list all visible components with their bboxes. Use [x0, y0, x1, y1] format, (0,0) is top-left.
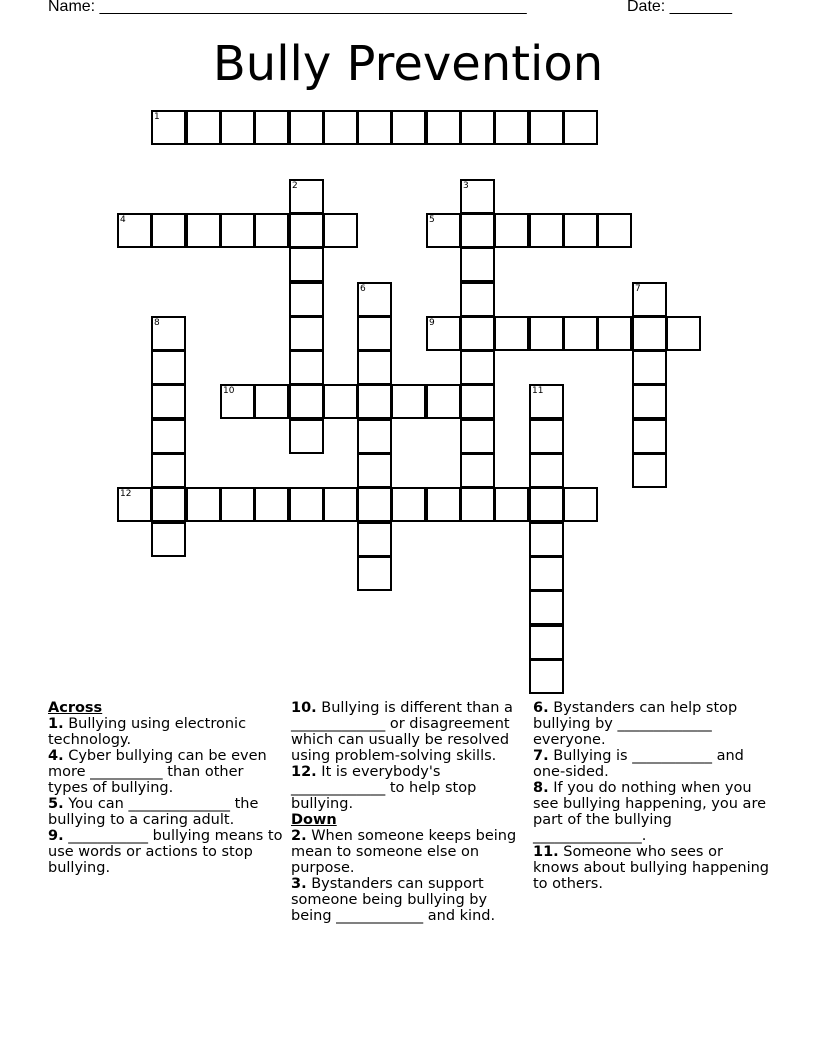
grid-cell[interactable]: [323, 487, 358, 522]
grid-cell[interactable]: [357, 384, 392, 419]
grid-cell[interactable]: [289, 419, 324, 454]
clue-number: 6.: [533, 700, 549, 716]
clue-down-6: [533, 700, 773, 748]
grid-cell[interactable]: [186, 487, 221, 522]
grid-cell[interactable]: [460, 282, 495, 317]
grid-cell[interactable]: [529, 419, 564, 454]
grid-cell[interactable]: [289, 316, 324, 351]
date-field-label: Date: _______: [627, 0, 732, 15]
clue-number: 8.: [533, 780, 549, 796]
clue-text: When someone keeps being mean to someone else on purpose.: [291, 828, 517, 876]
clue-number: 4.: [48, 748, 64, 764]
grid-cell[interactable]: [460, 110, 495, 145]
grid-cell[interactable]: [391, 110, 426, 145]
grid-cell[interactable]: [529, 487, 564, 522]
grid-cell[interactable]: [117, 213, 152, 248]
grid-cell[interactable]: [460, 350, 495, 385]
grid-cell[interactable]: [529, 522, 564, 557]
grid-cell[interactable]: [151, 213, 186, 248]
grid-cell[interactable]: [426, 487, 461, 522]
grid-cell[interactable]: [391, 384, 426, 419]
grid-cell[interactable]: [632, 384, 667, 419]
grid-cell[interactable]: [460, 213, 495, 248]
cell-number: 7: [635, 284, 641, 294]
grid-cell[interactable]: [563, 213, 598, 248]
page-title: Bully Prevention: [212, 36, 604, 92]
grid-cell[interactable]: [151, 316, 186, 351]
grid-cell[interactable]: [563, 316, 598, 351]
clue-down-2: [291, 828, 527, 876]
grid-cell[interactable]: [220, 384, 255, 419]
clue-across-10: [291, 700, 527, 764]
grid-cell[interactable]: [529, 384, 564, 419]
grid-cell[interactable]: [220, 487, 255, 522]
clue-number: 11.: [533, 844, 559, 860]
grid-cell[interactable]: [529, 453, 564, 488]
across-heading: Across: [48, 700, 103, 716]
grid-cell[interactable]: [494, 110, 529, 145]
clue-text: If you do nothing when you see bullying happening, you are part of the bullying _______________.: [533, 780, 767, 844]
clue-text: Bullying is different than a _____________ or disagreement which can usually be resolved using problem-solving skills.: [291, 700, 513, 764]
cell-number: 12: [120, 489, 132, 499]
grid-cell[interactable]: [151, 453, 186, 488]
grid-cell[interactable]: [529, 110, 564, 145]
grid-cell[interactable]: [289, 350, 324, 385]
clue-down-3: [291, 876, 527, 924]
cell-number: 3: [463, 181, 469, 191]
grid-cell[interactable]: [632, 282, 667, 317]
grid-cell[interactable]: [220, 213, 255, 248]
clue-number: 3.: [291, 876, 307, 892]
grid-cell[interactable]: [529, 213, 564, 248]
grid-cell[interactable]: [460, 179, 495, 214]
grid-cell[interactable]: [494, 487, 529, 522]
grid-cell[interactable]: [494, 316, 529, 351]
clue-down-7: [533, 748, 773, 780]
grid-cell[interactable]: [494, 213, 529, 248]
clue-number: 7.: [533, 748, 549, 764]
grid-cell[interactable]: [426, 384, 461, 419]
grid-cell[interactable]: [220, 110, 255, 145]
grid-cell[interactable]: [254, 213, 289, 248]
grid-cell[interactable]: [323, 384, 358, 419]
grid-cell[interactable]: [529, 316, 564, 351]
grid-cell[interactable]: [357, 487, 392, 522]
cell-number: 5: [429, 215, 435, 225]
grid-cell[interactable]: [666, 316, 701, 351]
clue-number: 10.: [291, 700, 317, 716]
clue-number: 12.: [291, 764, 317, 780]
cell-number: 4: [120, 215, 126, 225]
cell-number: 11: [532, 386, 544, 396]
grid-cell[interactable]: [289, 179, 324, 214]
clue-text: You can ______________ the bullying to a caring adult.: [48, 796, 259, 828]
grid-cell[interactable]: [289, 213, 324, 248]
clue-across-12: [291, 764, 527, 812]
grid-cell[interactable]: [529, 556, 564, 591]
cell-number: 1: [154, 112, 160, 122]
grid-cell[interactable]: [632, 419, 667, 454]
clue-across-1: [48, 716, 284, 748]
clue-number: 5.: [48, 796, 64, 812]
grid-cell[interactable]: [186, 213, 221, 248]
grid-cell[interactable]: [254, 487, 289, 522]
clue-number: 1.: [48, 716, 64, 732]
grid-cell[interactable]: [597, 213, 632, 248]
clue-text: Bullying is ___________ and one-sided.: [533, 748, 744, 780]
grid-cell[interactable]: [529, 625, 564, 660]
grid-cell[interactable]: [323, 110, 358, 145]
grid-cell[interactable]: [563, 110, 598, 145]
clue-text: Bullying using electronic technology.: [48, 716, 247, 748]
grid-cell[interactable]: [460, 487, 495, 522]
grid-cell[interactable]: [117, 487, 152, 522]
grid-cell[interactable]: [357, 350, 392, 385]
grid-cell[interactable]: [460, 453, 495, 488]
clue-text: Bystanders can help stop bullying by _____________ everyone.: [533, 700, 738, 748]
clue-text: Bystanders can support someone being bullying by being ____________ and kind.: [291, 876, 496, 924]
grid-cell[interactable]: [289, 384, 324, 419]
cell-number: 2: [292, 181, 298, 191]
grid-cell[interactable]: [186, 110, 221, 145]
grid-cell[interactable]: [529, 659, 564, 694]
grid-cell[interactable]: [254, 110, 289, 145]
grid-cell[interactable]: [151, 487, 186, 522]
grid-cell[interactable]: [357, 316, 392, 351]
grid-cell[interactable]: [460, 419, 495, 454]
cell-number: 9: [429, 318, 435, 328]
grid-cell[interactable]: [151, 110, 186, 145]
grid-cell[interactable]: [460, 384, 495, 419]
grid-cell[interactable]: [426, 213, 461, 248]
cell-number: 8: [154, 318, 160, 328]
grid-cell[interactable]: [357, 282, 392, 317]
grid-cell[interactable]: [426, 316, 461, 351]
down-heading: Down: [291, 812, 337, 828]
grid-cell[interactable]: [597, 316, 632, 351]
clue-number: 2.: [291, 828, 307, 844]
clue-text: It is everybody's _____________ to help stop bullying.: [291, 764, 477, 812]
grid-cell[interactable]: [289, 487, 324, 522]
clue-across-4: [48, 748, 284, 796]
grid-cell[interactable]: [460, 316, 495, 351]
clue-down-8: [533, 780, 773, 844]
clue-text: Cyber bullying can be even more __________ than other types of bullying.: [48, 748, 267, 796]
clue-number: 9.: [48, 828, 64, 844]
clue-text: ___________ bullying means to use words or actions to stop bullying.: [48, 828, 283, 876]
grid-cell[interactable]: [254, 384, 289, 419]
grid-cell[interactable]: [151, 350, 186, 385]
grid-cell[interactable]: [460, 247, 495, 282]
grid-cell[interactable]: [357, 556, 392, 591]
grid-cell[interactable]: [632, 350, 667, 385]
clue-down-11: [533, 844, 773, 892]
grid-cell[interactable]: [357, 419, 392, 454]
grid-cell[interactable]: [151, 419, 186, 454]
grid-cell[interactable]: [529, 590, 564, 625]
grid-cell[interactable]: [289, 247, 324, 282]
name-field-label: Name: ________________________________________________: [48, 0, 527, 15]
clues-column-3: [533, 700, 773, 892]
grid-cell[interactable]: [632, 316, 667, 351]
grid-cell[interactable]: [632, 453, 667, 488]
grid-cell[interactable]: [289, 110, 324, 145]
grid-cell[interactable]: [151, 522, 186, 557]
clue-text: Someone who sees or knows about bullying happening to others.: [533, 844, 770, 892]
cell-number: 10: [223, 386, 235, 396]
grid-cell[interactable]: [289, 282, 324, 317]
grid-cell[interactable]: [391, 487, 426, 522]
clues-column-2: [291, 700, 527, 924]
grid-cell[interactable]: [563, 487, 598, 522]
grid-cell[interactable]: [323, 213, 358, 248]
clue-across-5: [48, 796, 284, 828]
grid-cell[interactable]: [426, 110, 461, 145]
grid-cell[interactable]: [151, 384, 186, 419]
clue-across-9: [48, 828, 284, 876]
grid-cell[interactable]: [357, 453, 392, 488]
cell-number: 6: [360, 284, 366, 294]
grid-cell[interactable]: [357, 522, 392, 557]
grid-cell[interactable]: [357, 110, 392, 145]
clues-column-1: [48, 700, 284, 876]
